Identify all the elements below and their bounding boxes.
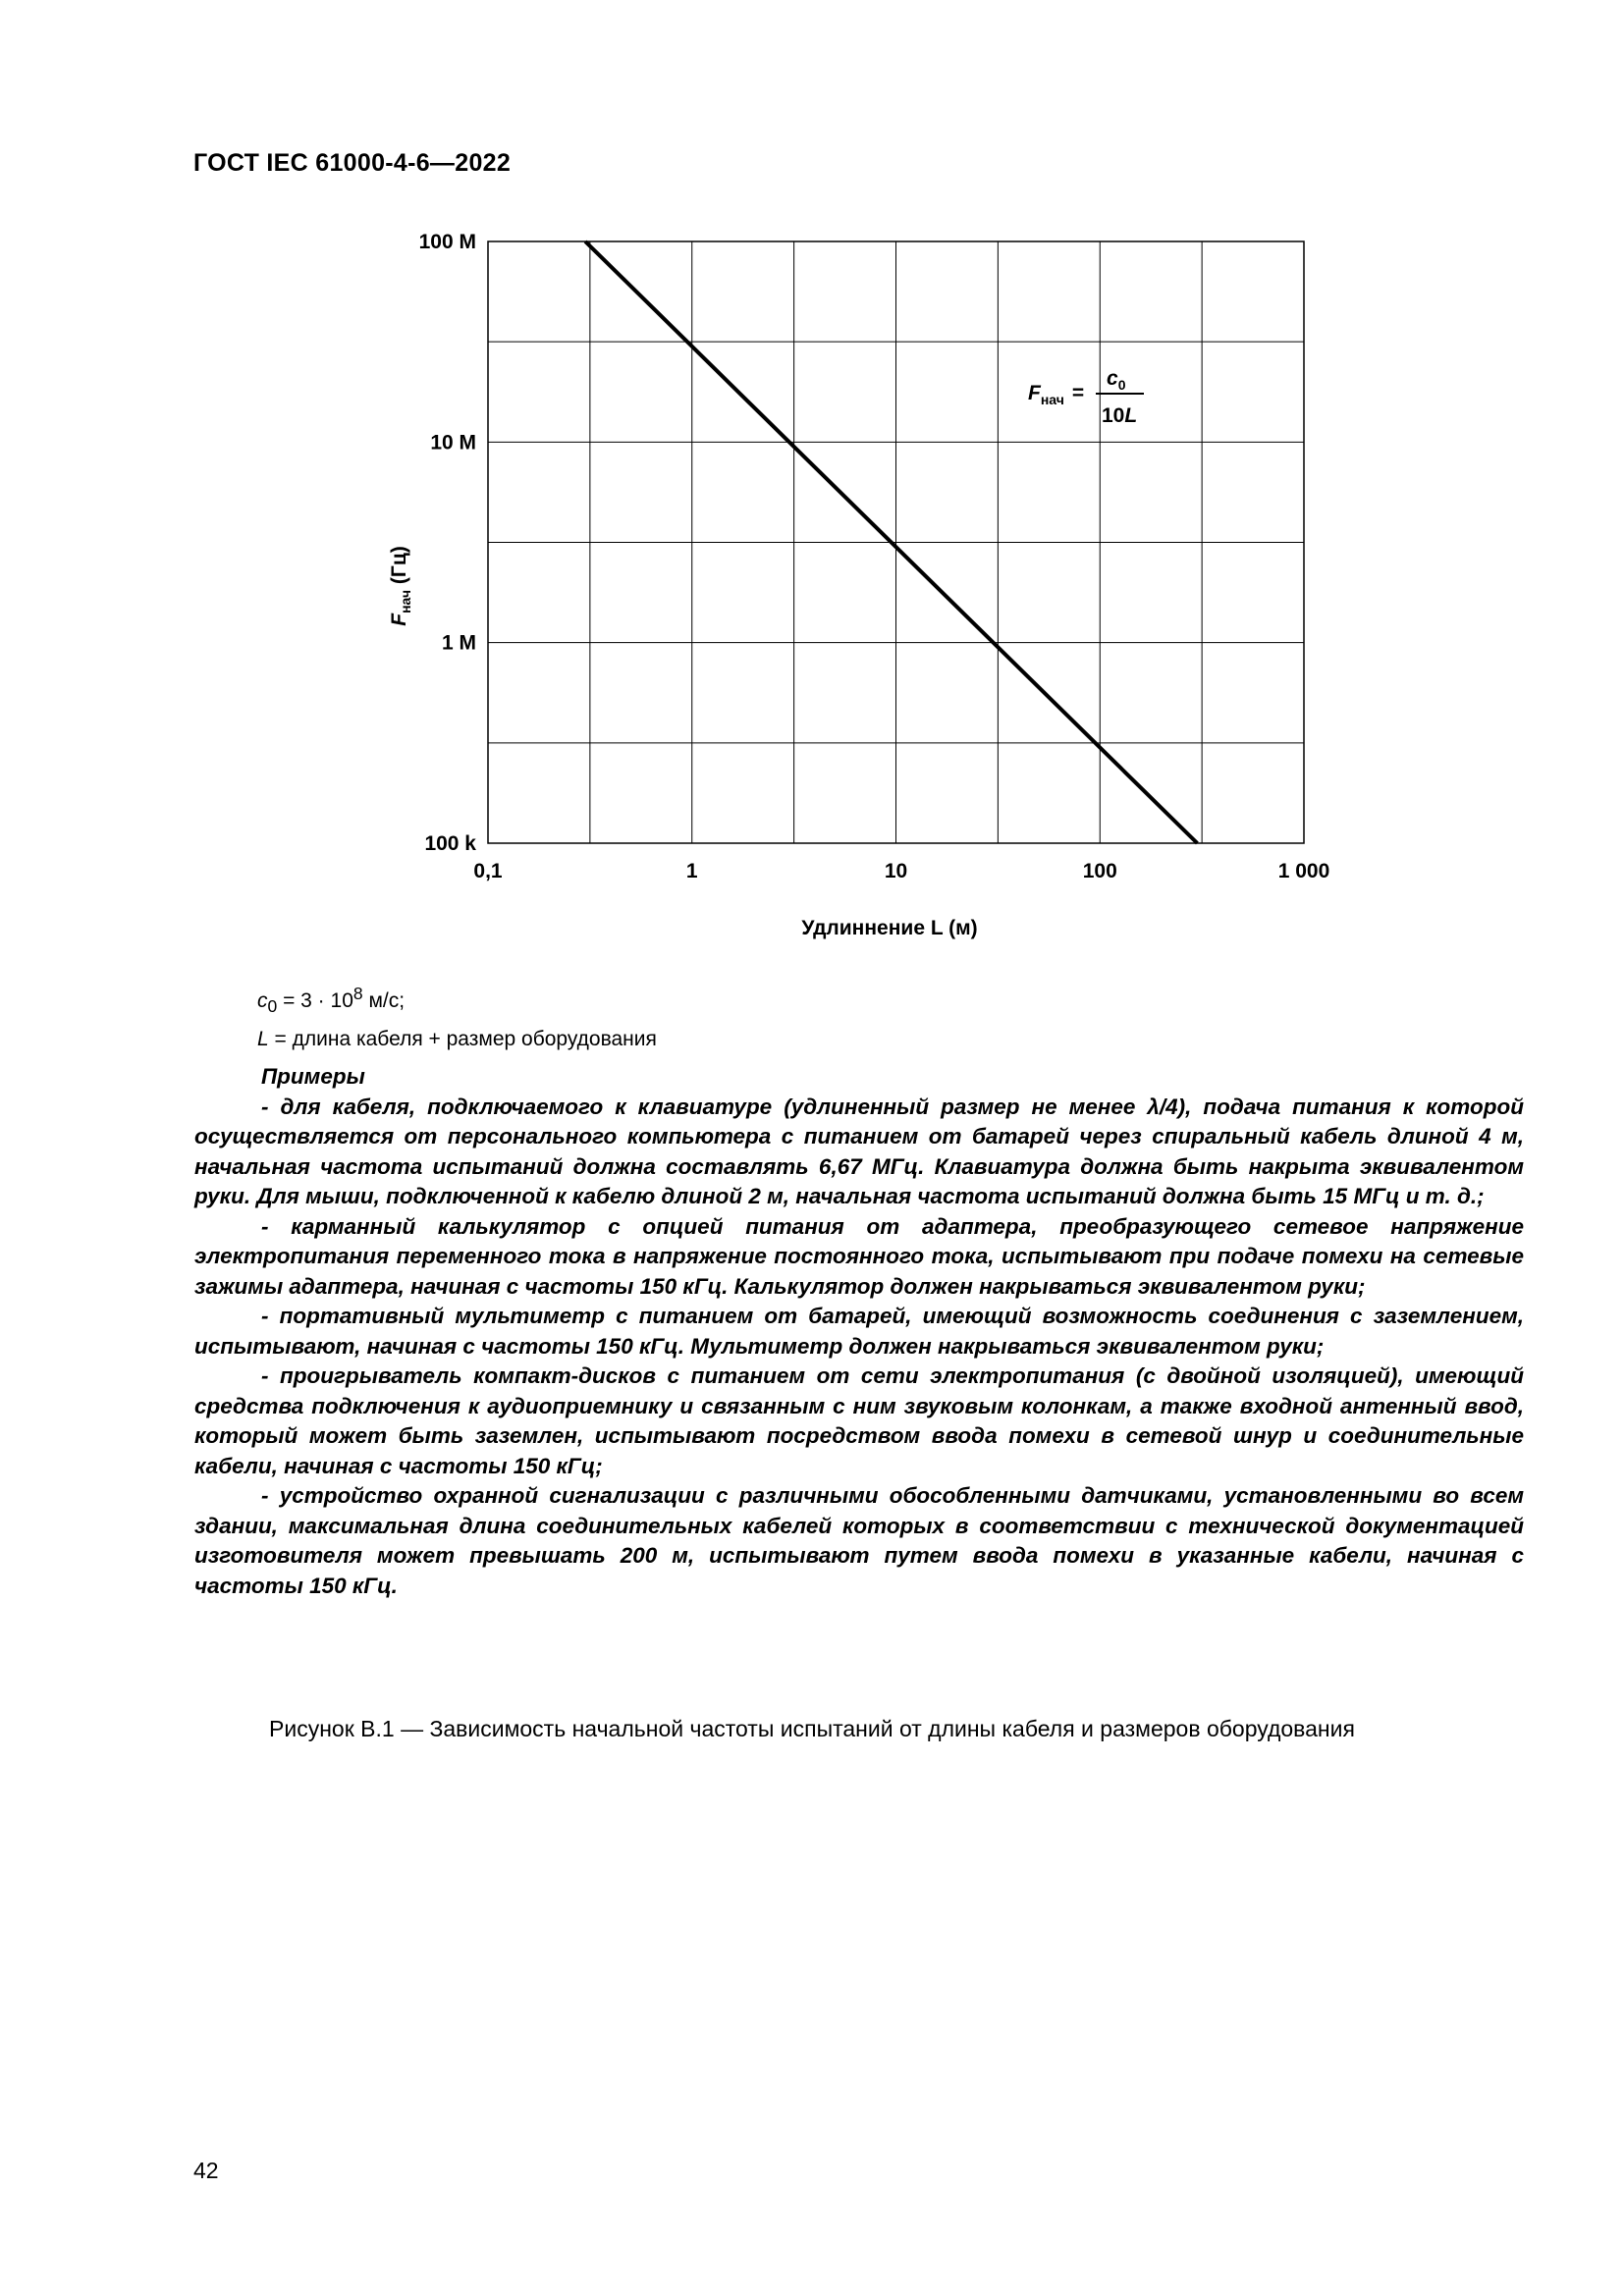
- y-axis-subscript: нач: [398, 589, 413, 614]
- svg-text:c0: [1107, 367, 1126, 393]
- l-definition: [257, 1023, 657, 1056]
- example-item: - для кабеля, подключаемого к клавиатуре (удлиненный размер не менее λ/4), подача питания к которой осуществляется от персонального компьютера с питанием от батарей через спиральный кабель длиной 4 м, начальная частота испытаний должна составлять 6,67 МГц. Клавиатура должна быть накрыта эквивалентом руки. Для мыши, подключенной к кабелю длиной 2 м, начальная частота испытаний должна быть 15 МГц и т. д.;: [194, 1094, 1524, 1208]
- document-header: ГОСТ IEC 61000-4-6—2022: [193, 149, 512, 177]
- x-tick-label: 10: [884, 860, 908, 882]
- c0-text-after: м/с;: [362, 989, 406, 1012]
- chart-axes: [419, 231, 1330, 882]
- y-axis-title: [388, 546, 413, 626]
- svg-text:10L: [1102, 404, 1137, 427]
- c0-symbol: c: [257, 989, 268, 1012]
- c0-subscript: 0: [267, 996, 278, 1017]
- formula-numerator-subscript: 0: [1117, 377, 1126, 393]
- y-tick-label: 100 k: [424, 832, 476, 855]
- chart-grid: [488, 241, 1304, 843]
- example-item: - портативный мультиметр с питанием от батарей, имеющий возможность соединения с заземлением, испытывают, начиная с частоты 150 кГц. Мультиметр должен накрываться эквивалентом руки;: [194, 1304, 1524, 1359]
- c0-definition: [257, 977, 657, 1023]
- y-tick-label: 100 M: [418, 231, 476, 253]
- formula-numerator: c: [1107, 367, 1118, 390]
- x-tick-label: 1 000: [1277, 860, 1330, 882]
- l-text: = длина кабеля + размер оборудования: [268, 1028, 657, 1051]
- formula-equals: =: [1071, 382, 1085, 404]
- svg-text:Fнач (Гц): [388, 546, 413, 626]
- l-symbol: L: [257, 1028, 269, 1051]
- y-tick-label: 1 M: [441, 631, 476, 655]
- y-tick-label: 10 M: [430, 431, 476, 454]
- example-item: - карманный калькулятор с опцией питания от адаптера, преобразующего сетевое напряжение электропитания переменного тока в напряжение постоянного тока, испытывают при подаче помехи на сетевые зажимы адаптера, начиная с частоты 150 кГц. Калькулятор должен накрываться эквивалентом руки;: [194, 1213, 1524, 1299]
- c0-text-before: = 3 · 10: [277, 989, 353, 1012]
- page-number: 42: [193, 2158, 219, 2183]
- frequency-vs-length-chart: [0, 0, 1624, 962]
- examples-block: [194, 1062, 1524, 1601]
- formula-lhs-symbol: F: [1028, 382, 1041, 404]
- y-axis-symbol: F: [388, 613, 410, 626]
- x-tick-label: 0,1: [473, 860, 503, 882]
- formula-denominator-symbol: L: [1124, 404, 1138, 427]
- example-item: - проигрыватель компакт-дисков с питанием от сети электропитания (с двойной изоляцией), имеющий средства подключения к аудиоприемнику и связанным с ним звуковым колонкам, а также входной антенный ввод, который может быть заземлен, испытывают посредством ввода помехи в сетевой шнур и соединительные кабели, начиная с частоты 150 кГц;: [194, 1363, 1524, 1478]
- example-item: - устройство охранной сигнализации с различными обособленными датчиками, установленными во всем здании, максимальная длина соединительных кабелей которых в соответствии с технической документацией изготовителя может превышать 200 м, испытывают путем ввода помехи в указанные кабели, начиная с частоты 150 кГц.: [194, 1483, 1524, 1598]
- symbol-definitions: [257, 977, 657, 1056]
- examples-title: Примеры: [261, 1064, 365, 1089]
- figure-caption: Рисунок В.1 — Зависимость начальной частоты испытаний от длины кабеля и размеров оборудования: [269, 1716, 1355, 1741]
- c0-exponent: 8: [352, 984, 363, 1003]
- x-tick-label: 1: [685, 860, 698, 882]
- y-axis-unit: (Гц): [388, 546, 410, 585]
- formula-annotation: [1028, 367, 1144, 427]
- svg-text:Fнач=: [1028, 382, 1084, 407]
- x-tick-label: 100: [1082, 860, 1117, 882]
- x-axis-title: Удлиннение L (м): [801, 917, 978, 939]
- formula-lhs-subscript: нач: [1040, 392, 1064, 407]
- formula-denominator-number: 10: [1102, 404, 1125, 427]
